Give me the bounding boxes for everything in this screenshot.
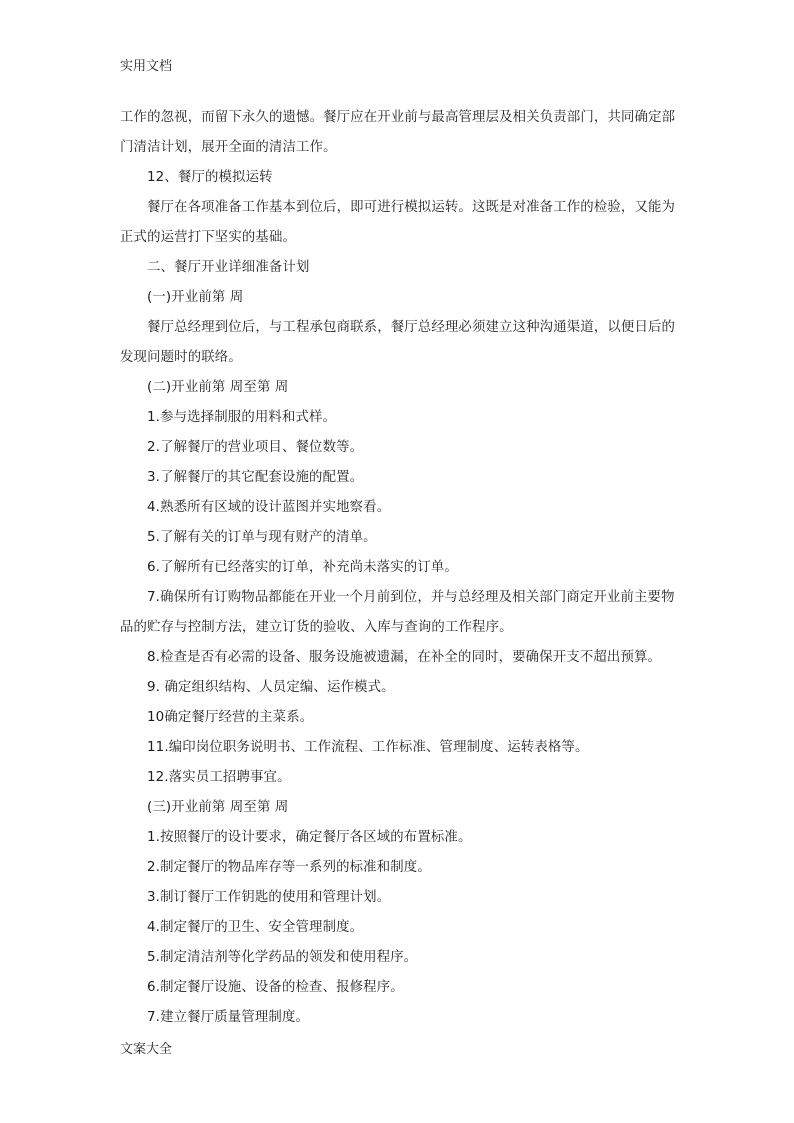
list-item: 2.制定餐厅的物品库存等一系列的标准和制度。 <box>147 860 431 875</box>
subsection-heading: (二)开业前第 周至第 周 <box>147 380 289 395</box>
paragraph: 餐厅总经理到位后，与工程承包商联系，餐厅总经理必须建立这种沟通渠道，以便日后的发现问题时的联络。 <box>120 320 676 365</box>
list-item: 4.熟悉所有区域的设计蓝图并实地察看。 <box>147 500 391 515</box>
list-item: 10确定餐厅经营的主菜系。 <box>147 710 314 725</box>
list-item: 9. 确定组织结构、人员定编、运作模式。 <box>147 680 395 695</box>
paragraph: 餐厅在各项准备工作基本到位后，即可进行模拟运转。这既是对准备工作的检验，又能为正式的运营打下坚实的基础。 <box>120 200 676 245</box>
list-item: 1.按照餐厅的设计要求，确定餐厅各区域的布置标准。 <box>147 830 472 845</box>
list-item: 12.落实员工招聘事宜。 <box>147 770 291 785</box>
list-item: 4.制定餐厅的卫生、安全管理制度。 <box>147 920 364 935</box>
paragraph: 工作的忽视，而留下永久的遗憾。餐厅应在开业前与最高管理层及相关负责部门，共同确定部门清洁计划，展开全面的清洁工作。 <box>120 110 676 155</box>
list-item: 3.制订餐厅工作钥匙的使用和管理计划。 <box>147 890 391 905</box>
list-item: 5.了解有关的订单与现有财产的清单。 <box>147 530 377 545</box>
subsection-heading: (三)开业前第 周至第 周 <box>147 800 289 815</box>
document-body <box>120 103 680 1033</box>
list-item: 3.了解餐厅的其它配套设施的配置。 <box>147 470 364 485</box>
section-heading: 二、餐厅开业详细准备计划 <box>147 260 310 275</box>
page-header: 实用文档 <box>120 59 173 74</box>
page-footer: 文案大全 <box>120 1042 173 1057</box>
list-item: 8.检查是否有必需的设备、服务设施被遗漏，在补全的同时，要确保开支不超出预算。 <box>147 650 662 665</box>
list-item: 11.编印岗位职务说明书、工作流程、工作标准、管理制度、运转表格等。 <box>147 740 589 755</box>
section-heading: 12、餐厅的模拟运转 <box>147 170 273 185</box>
list-item: 6.了解所有已经落实的订单，补充尚未落实的订单。 <box>147 560 458 575</box>
subsection-heading: (一)开业前第 周 <box>147 290 244 305</box>
list-item: 6.制定餐厅设施、设备的检查、报修程序。 <box>147 980 404 995</box>
list-item: 7.确保所有订购物品都能在开业一个月前到位，并与总经理及相关部门商定开业前主要物品的贮存与控制方法，建立订货的验收、入库与查询的工作程序。 <box>120 590 675 635</box>
list-item: 5.制定清洁剂等化学药品的领发和使用程序。 <box>147 950 418 965</box>
list-item: 2.了解餐厅的营业项目、餐位数等。 <box>147 440 364 455</box>
list-item: 1.参与选择制服的用料和式样。 <box>147 410 337 425</box>
list-item: 7.建立餐厅质量管理制度。 <box>147 1010 310 1025</box>
